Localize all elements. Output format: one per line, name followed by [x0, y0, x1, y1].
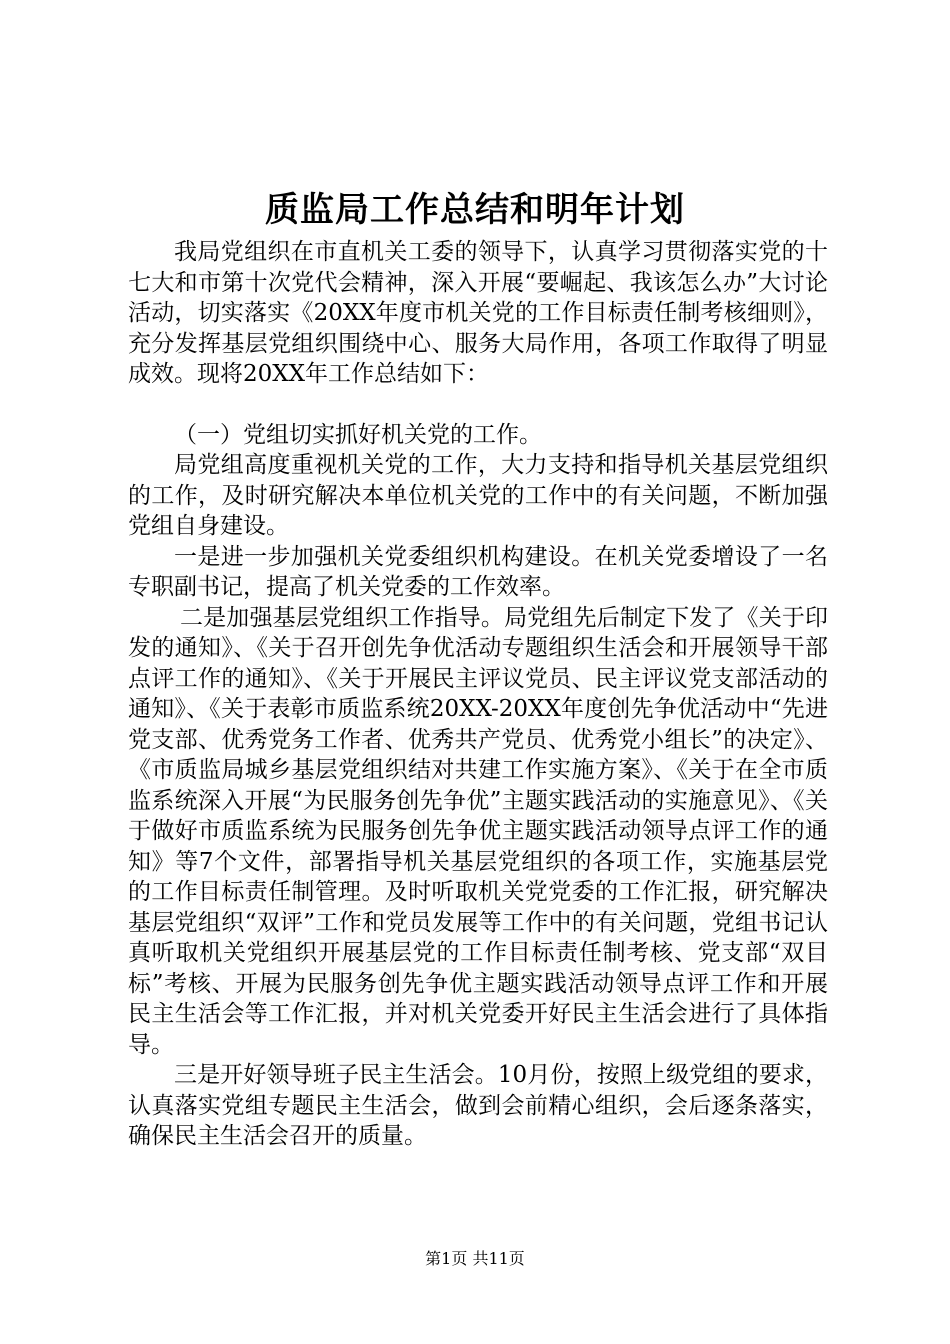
page-number-footer: 第1页 共11页 — [425, 1249, 525, 1268]
document-title: 质监局工作总结和明年计划 — [265, 190, 685, 230]
intro-paragraph: 我局党组织在市直机关工委的领导下，认真学习贯彻落实党的十七大和市第十次党代会精神，深入开展“要崛起、我该怎么办”大讨论活动，切实落实《20XX年度市机关党的工作目标责任制考核细则》，充分发挥基层党组织围绕中心、服务大局作用，各项工作取得了明显成效。现将20XX年工作总结如下： — [128, 239, 828, 387]
body-paragraph: 二是加强基层党组织工作指导。局党组先后制定下发了《关于印发的通知》、《关于召开创先争优活动专题组织生活会和开展领导干部点评工作的通知》、《关于开展民主评议党员、民主评议党支部活动的通知》、《关于表彰市质监系统20XX-20XX年度创先争优活动中“先进党支部、优秀党务工作者、优秀共产党员、优秀党小组长”的决定》、《市质监局城乡基层党组织结对共建工作实施方案》、《关于在全市质监系统深入开展“为民服务创先争优”主题实践活动的实施意见》、《关于做好市质监系统为民服务创先争优主题实践活动领导点评工作的通知》等7个文件，部署指导机关基层党组织的各项工作，实施基层党的工作目标责任制管理。及时听取机关党党委的工作汇报，研究解决基层党组织“双评”工作和党员发展等工作中的有关问题，党组书记认真听取机关党组织开展基层党的工作目标责任制考核、党支部“双目标”考核、开展为民服务创先争优主题实践活动领导点评工作和开展民主生活会等工作汇报，并对机关党委开好民主生活会进行了具体指导。 — [128, 604, 828, 1058]
document-body — [128, 237, 828, 1152]
body-paragraph: 三是开好领导班子民主生活会。10月份，按照上级党组的要求，认真落实党组专题民主生活会，做到会前精心组织，会后逐条落实，确保民主生活会召开的质量。 — [128, 1062, 828, 1149]
section-heading-1: （一）党组切实抓好机关党的工作。 — [174, 421, 542, 448]
body-paragraph: 局党组高度重视机关党的工作，大力支持和指导机关基层党组织的工作，及时研究解决本单位机关党的工作中的有关问题，不断加强党组自身建设。 — [128, 452, 828, 539]
body-paragraph: 一是进一步加强机关党委组织机构建设。在机关党委增设了一名专职副书记，提高了机关党委的工作效率。 — [128, 543, 828, 600]
